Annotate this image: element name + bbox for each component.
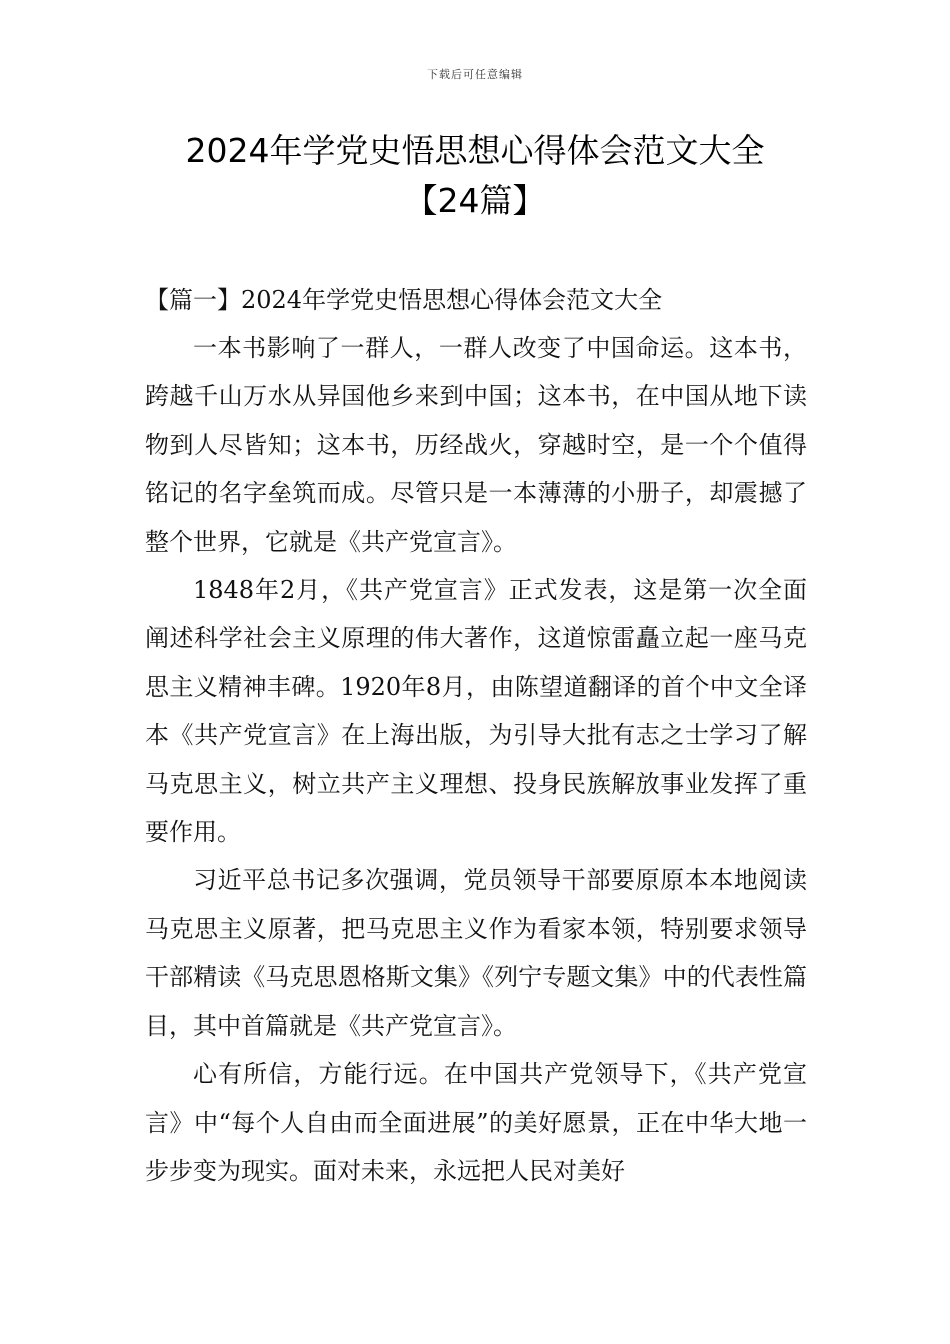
title-line-2: 【24篇】 [404,181,546,220]
section-heading: 【篇一】2024年学党史悟思想心得体会范文大全 [145,286,663,314]
document-body [145,276,807,1195]
paragraph-4: 心有所信，方能行远。在中国共产党领导下，《共产党宣言》中“每个人自由而全面进展”的美好愿景，正在中华大地一步步变为现实。面对未来，永远把人民对美好 [145,1060,807,1185]
paragraph-1: 一本书影响了一群人，一群人改变了中国命运。这本书，跨越千山万水从异国他乡来到中国；这本书，在中国从地下读物到人尽皆知；这本书，历经战火，穿越时空，是一个个值得铭记的名字垒筑而成。尽管只是一本薄薄的小册子，却震撼了整个世界，它就是《共产党宣言》。 [145,334,807,556]
document-title [80,126,870,226]
paragraph-3: 习近平总书记多次强调，党员领导干部要原原本本地阅读马克思主义原著，把马克思主义作为看家本领，特别要求领导干部精读《马克思恩格斯文集》《列宁专题文集》中的代表性篇目，其中首篇就是《共产党宣言》。 [145,866,807,1040]
header-note: 下载后可任意编辑 [427,68,523,81]
title-line-1: 2024年学党史悟思想心得体会范文大全 [185,131,765,170]
paragraph-2: 1848年2月，《共产党宣言》正式发表，这是第一次全面阐述科学社会主义原理的伟大著作，这道惊雷矗立起一座马克思主义精神丰碑。1920年8月，由陈望道翻译的首个中文全译本《共产党宣言》在上海出版，为引导大批有志之士学习了解马克思主义，树立共产主义理想、投身民族解放事业发挥了重要作用。 [145,576,807,847]
